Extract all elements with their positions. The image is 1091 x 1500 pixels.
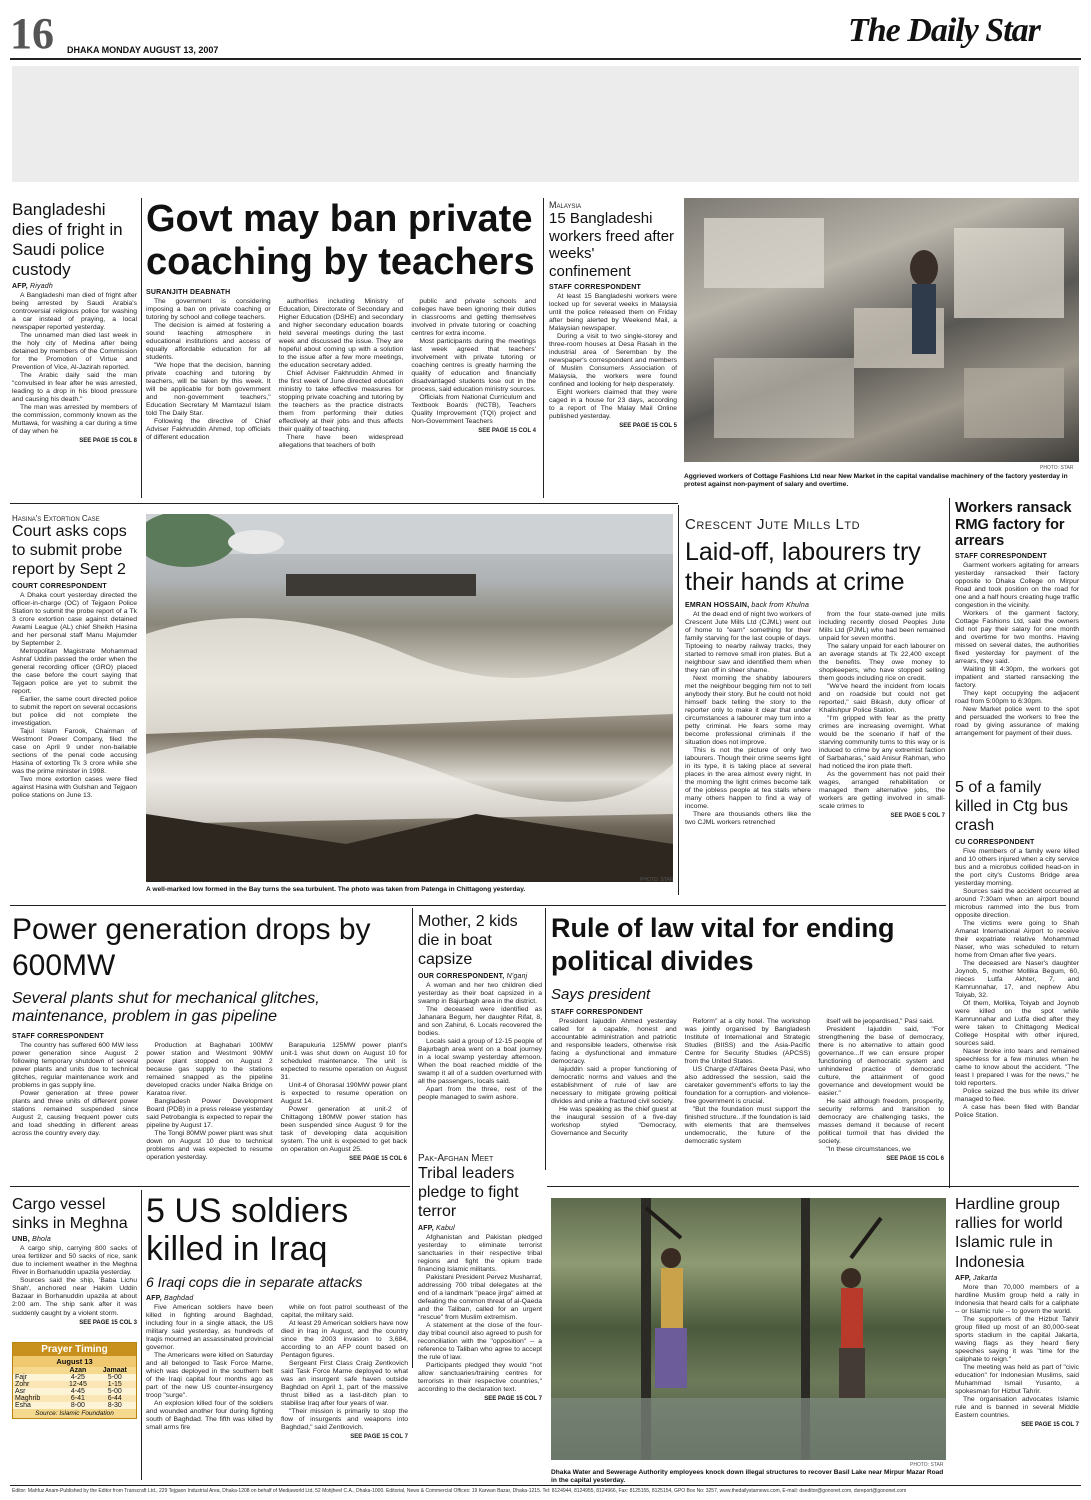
story-body: Garment workers agitating for arrears yesterday ransacked their factory opposite to Dhaka College on Mirpur Road and took position on the road for one and a half hours creating huge traffic congestion in the vicinity. Workers of the garment factory, Cottage Fashions Ltd, said the owners did not pay their salary for one month and overtime for two months. Having missed on several dates, the authorities fixed yesterday for payment of the arrears, they said. Waiting till 4:30pm, the workers got impatient and started ransacking the factory. They kept occupying the adjacent road from 5:00pm to 6:30pm. New Market police went to the spot and persuaded the workers to free the road by giving assurance of making arrangement for payment of their dues. — [955, 562, 1079, 738]
story-body: Afghanistan and Pakistan pledged yesterday to eliminate terrorist sanctuaries in their respective tribal regions and fight the opium trade financing Islamic militants. Pakistani President Pervez Musharraf, addressing 700 tribal delegates at the end of a landmark "peace jirga" aimed at defeating the common threat of al-Qaeda and the Taliban, called for an urgent "rescue" from Muslim extremism. A statement at the close of the four-day tribal council also agreed to push for reconciliation with the "opposition" -- a reference to Taliban who agree to accept the rule of law. Participants pledged they would "not allow sanctuaries/training centres for terrorists in their respective countries," according to the declaration text. — [418, 1233, 542, 1393]
jump-line[interactable]: SEE PAGE 15 COL 6 — [886, 1156, 945, 1163]
story-body: The country has suffered 600 MW less power generation since August 2 following temporary shutdown of several power plants and units due to technical glitches, regular maintenance work and problems in gas supply line. Power generation at three power plants and three units of different power stations remained suspended since August 2, causing frequent power cuts and load shedding in different areas across the country every day. Production at Baghabari 100MW power station and Westmont 90MW power plant stopped on August 2 because gas supply to the stations remained snapped as the pipeline developed cracks under Nalka Bridge on Karatoa river. Bangladesh Power Development Board (PDB) in a press release yesterday said Petrobangla is expected to repair the pipeline by August 17. The Tongi 80MW power plant was shut down on August 10 due to technical problems and was expected to resume operation yesterday. Barapukuria 125MW power plant's unit-1 was shut down on August 10 for scheduled maintenance. The unit is expected to resume operation on August 31. Unit-4 of Ghorasal 190MW power plant is expected to resume operation on August 14. Power generation at unit-2 of Chittagong 180MW power station has been suspended since August 9 for the task of developing data acquisition system. The unit is expected to get back on operation on August 25. SEE PAGE 15 COL 6 — [12, 1041, 407, 1162]
headline: Govt may ban private coaching by teachers — [146, 198, 535, 283]
imprint-line: Editor: Mahfuz Anam-Published by the Editor from Transcraft Ltd., 229 Tejgaon Industrial Area, Dhaka-1208 on behalf of Mediaworld Ltd, 52 Motijheel C.A., Dhaka-1000. Editorial, News & Commercial Offices: 19 Karwan Bazar, Dhaka-1215. Tel: 8124944, 8124955, 8124966, Fax: 8125155, 8125154, GPO Box No: 3257, www.thedailystarnews.com, E-mail: dseditor@gononet.com, dsreport@gononet.com — [12, 1488, 907, 1494]
headline: Cargo vessel sinks in Meghna — [12, 1196, 128, 1233]
byline: OUR CORRESPONDENT, N'ganj — [418, 972, 528, 980]
kicker: Pak-Afghan Meet — [418, 1153, 494, 1164]
story-body: A woman and her two children died yesterday as their boat capsized in a swamp in Bajurbagh area in the district. The deceased were identified as Jahanara Begum, her daughter Rifat, 8, and son Zahirul, 6. Locals recovered the bodies. Locals said a group of 12-15 people of Bajurbagh area went on a boat journey in a local swamp yesterday afternoon. When the boat reached middle of the swamp it all of a sudden overturned with all the passengers, locals said. Apart from the three, rest of the people managed to swim ashore. — [418, 981, 542, 1101]
table-row: Zohr 12-45 1-15 — [13, 1381, 136, 1388]
story-law — [551, 912, 944, 1163]
byline: EMRAN HOSSAIN, back from Khulna — [685, 602, 810, 609]
headline: Court asks cops to submit probe report by Sept 2 — [12, 523, 127, 578]
jump-line[interactable]: SEE PAGE 15 COL 7 — [1021, 1422, 1079, 1429]
jump-line[interactable]: SEE PAGE 15 COL 6 — [349, 1156, 407, 1162]
headline: Bangladeshi dies of fright in Saudi police custody — [12, 200, 123, 280]
headline: Hardline group rallies for world Islamic rule in Indonesia — [955, 1196, 1063, 1271]
table-row: Maghrib 6-41 6-44 — [13, 1395, 136, 1402]
headline: Tribal leaders pledge to fight terror — [418, 1165, 519, 1221]
story-body: A cargo ship, carrying 800 sacks of urea fertilizer and 50 sacks of rice, sank due to inclement weather in the Meghna River in Borhanuddin upazila yesterday. Sources said the ship, 'Baba Lichu Shah', anchored near Hakim Uddin Bazaar in Borhanuddin upazila at about 2:00 am. The ship sank after it was suddenly caught by a violent storm. — [12, 1245, 137, 1317]
story-boat — [418, 912, 542, 1102]
byline: AFP, Baghdad — [146, 1295, 194, 1303]
photo-credit: PHOTO: STAR — [1040, 465, 1074, 471]
subhead: Says president — [551, 985, 651, 1003]
story-coaching — [146, 198, 536, 450]
story-body: A Dhaka court yesterday directed the officer-in-charge (OC) of Tejgaon Police Station to submit the probe report of a Tk 3 crore extortion case against detained Awami League (AL) chief Sheikh Hasina and her personal staff Manu Majumder by September 2. Metropolitan Magistrate Mohammad Ashraf Uddin passed the order when the general recording officer (GRO) placed the case before the court saying that Tejgaon police are yet to submit the report. Earlier, the same court directed police to submit the report on several occasions but police did not complete the investigation. Tajul Islam Farook, Chairman of Westmont Power Company, filed the case on April 9 under non-bailable sections of the penal code accusing Hasina of extorting Tk 3 crore while she was the prime minister in 1998. Two more extortion cases were filed against Hasina with Gulshan and Tejgaon police stations on June 13. — [12, 591, 137, 800]
kicker: Malaysia — [549, 200, 582, 210]
photo-caption: Dhaka Water and Sewerage Authority employees knock down illegal structures to recover Basil Lake near Mirpur Mazar Road in the capital yesterday. — [551, 1469, 944, 1484]
byline: SURANJITH DEABNATH — [146, 289, 231, 297]
table-row: Asr 4-45 5-00 — [15, 1388, 122, 1395]
story-ctg — [955, 778, 1079, 1120]
byline: STAFF CORRESPONDENT — [955, 553, 1047, 561]
prayer-table — [13, 1367, 136, 1409]
story-body: President Iajuddin Ahmed yesterday called for a capable, honest and accountable administration and patriotic and responsible leaders, otherwise risk facing a dysfunctional and immature democracy. Iajuddin said a proper functioning of democratic norms and values and the establishment of rule of law are necessary to mitigate growing political divides and unite a fractured civil society. He was speaking as the chief guest at the inaugural session of a five-day workshop styled "Democracy, Governance and Security Reform" at a city hotel. The workshop was jointly organised by Bangladesh Institute of International and Strategic Studies (BIISS) and the Asia-Pacific Centre for Security Studies (APCSS) from the United States. US Charge d'Affaires Geeta Pasi, who also addressed the session, said the caretaker government's efforts to lay the foundation for a corruption- and violence-free government is crucial. "But the foundation must support the finished structure...If the foundation is laid with elements that are themselves undemocratic, the future of the democratic system itself will be jeopardised," Pasi said. President Iajuddin said, "For strengthening the base of democracy, there is no alternative to attain good governance...If we can ensure proper functioning of democratic system and unhindered practice of democratic culture, the attainment of good governance and development would be easier." He said although freedom, prosperity, security reforms and transition to democracy are challenging tasks, the masses demand it because of recent political turmoil that has divided the society. "In these circumstances, we SEE PAGE 15 COL 6 — [551, 1017, 945, 1163]
photo-caption: A well-marked low formed in the Bay turns the sea turbulent. The photo was taken from Patenga in Chittagong yesterday. — [146, 886, 526, 893]
byline: AFP, Jakarta — [955, 1274, 998, 1282]
table-header: Azan Jamaat — [13, 1367, 136, 1374]
masthead-rule — [10, 58, 1081, 60]
story-body: More than 70,000 members of a hardline Muslim group held a rally in Indonesia that heard calls for a caliphate -- or Islamic rule -- to govern the world. The supporters of the Hizbut Tahrir group filled up most of an 80,000-seat sports stadium in the capital Jakarta, waving flags as they heard fiery speeches saying it was "time for the caliphate to reign." The meeting was held as part of "civic education" for Indonesian Muslims, said Muhammad Ismail Yusanto, a spokesman for Hizbut Tahrir. The organisation advocates Islamic rule and is banned in several Middle Eastern countries. — [955, 1283, 1079, 1419]
byline: UNB, Bhola — [12, 1236, 51, 1244]
masthead-logo: The Daily Star — [848, 12, 1040, 49]
story-saudi — [12, 200, 137, 444]
photo-credit: PHOTO: STAR — [640, 877, 674, 883]
jump-line[interactable]: SEE PAGE 5 COL 7 — [890, 813, 945, 820]
story-body: The government is considering imposing a ban on private coaching or tutoring by school and college teachers. The decision is aimed at fostering a sound teaching atmosphere in educational institutions and access of equally affordable education for all students. "We hope that the decision, banning private coaching and tutoring by teachers, will be taken by this week. It will be applicable for both government and non-government teachers," Education Secretary M Mamtazul Islam told The Daily Star. Following the directive of Chief Adviser Fakhruddin Ahmed, top officials of different education authorities including Ministry of Education, Directorate of Secondary and Higher Education (DSHE) and secondary and higher secondary education boards held several meetings during the last week and discussed the issue. They are hopeful about coming up with a solution to the issue after a few more meetings, the education secretary added. Chief Adviser Fakhruddin Ahmed in the first week of June directed education ministry to take effective measures for stopping private coaching and tutoring by the teachers as the practice distracts them from performing their duties effectively at their jobs and thus affects their quality of teaching. There have been widespread allegations that teachers of both public and private schools and colleges have been ignoring their duties in classrooms and getting themselves involved in private tutoring or coaching centres for extra income. Most participants during the meetings last week agreed that teachers' involvement with private tutoring or coaching centres is greatly harming the quality of education and financially disadvantaged students lose out in the process, said education ministry sources. Officials from National Curriculum and Textbook Boards (NCTB), Teachers Quality Improvement (TQI) project and Non-Government Teachers SEE PAGE 15 COL 4 — [146, 298, 537, 450]
page-number: 16 — [10, 9, 54, 58]
byline: AFP, Kabul — [418, 1224, 455, 1232]
prayer-source: Source: Islamic Foundation — [13, 1409, 136, 1418]
story-body: At the dead end of night two workers of Crescent Jute Mills Ltd (CJML) went out of home to "earn" something for their family starving for the last couple of days. Tiptoeing to nearby railway tracks, they started to remove small iron plates. But a neighbour saw and identified them when they ran off in sheer shame. Next morning the shabby labourers met the neighbour begging him not to tell anybody their story. But he could not hold himself back telling the story to the reporter only to make it clear that under circumstances a labourer may turn into a petty criminal. He fears some may become professional criminals if the situation does not improve. This is not the picture of only two labourers. Though their crime seems light in its type, it is taking place at several places in the area almost every night. In the morning the light crimes become talk of the jobless people at tea stalls where many others happen to find a way of income. There are thousands others like the two CJML workers retrenched from the four state-owned jute mills including recently closed Peoples Jute Mills Ltd (PJML) who had been remained unpaid for seven months. The salary unpaid for each labourer on an average stands at Tk 22,400 except the benefits. They owe money to shopkeepers, who have stopped selling them goods including rice on credit. "We've heard the incident from locals and on roadside but could not get reported," said Bikash, duty officer of Khalishpur Police Station. "I'm gripped with fear as the pretty crimes are increasing overnight. What would be the scenario if half of the starving community turns to this way or is induced to crime by any extremist faction of Sarbaharas," said Anisur Rahman, who had noticed the iron plate theft. As the government has not paid their wages, arranged rehabilitation or managed them alternative jobs, the workers are getting involved in small-scale crimes to SEE PAGE 5 COL 7 — [685, 611, 945, 827]
jump-line[interactable]: SEE PAGE 15 COL 3 — [79, 1319, 137, 1326]
story-rmg — [955, 500, 1079, 738]
story-body: Five American soldiers have been killed in fighting around Baghdad, including four in a single attack, the US military said yesterday, as hundreds of Iraqis mourned an assassinated provincial governor. The Americans were killed on Saturday and all belonged to Task Force Marne, which was deployed in the southern belt of the Iraqi capital four months ago as part of the new US counter-insurgency troop "surge". An explosion killed four of the soldiers and wounded another four during fighting south of Baghdad. The fifth was killed by small arms fire while on foot patrol southeast of the capital, the military said. At least 29 American soldiers have now died in Iraq in August, and the country since the 2003 invasion to 3,684, according to an AFP count based on Pentagon figures. Sergeant First Class Craig Zentkovich said Task Force Marne deployed to what was an insurgent safe haven outside Baghdad on April 1, part of the massive thrust billed as a last-ditch plan to stabilise Iraq after four years of war. "Their mission is primarily to stop the flow of insurgents and weapons into Baghdad," said Zentkovich. SEE PAGE 15 COL 7 — [146, 1304, 408, 1441]
headline: 15 Bangladeshi workers freed after weeks' confinement — [549, 210, 675, 281]
advertisement-space — [12, 66, 1079, 182]
headline: Workers ransack RMG factory for arrears — [955, 500, 1072, 550]
byline: STAFF CORRESPONDENT — [551, 1008, 643, 1016]
story-power — [12, 912, 407, 1163]
byline: CU CORRESPONDENT — [955, 838, 1035, 846]
story-iraq — [146, 1192, 408, 1441]
headline: Rule of law vital for ending political divides — [551, 913, 895, 976]
story-body: Five members of a family were killed and 10 others injured when a city service bus and a microbus collided head-on in the port city's Customs Bridge area yesterday morning. Sources said the accident occurred at around 7:30am when an airport bound microbus rammed into the bus from opposite direction. The victims were going to Shah Amanat International Airport to receive their expatriate relative Mohammad Naser, who was scheduled to return home from Oman after five years. The deceased are Naser's daughter Joynob, 5, mother Mollika Begum, 60, nieces Lutfa Akhter, 7, and Kamrunnahar, 17, and nephew Abu Toiyab, 32. Of them, Mollika, Toiyab and Joynob were killed on the spot while Kamrunnahar and Lutfa died after they were taken to Chittagong Medical College Hospital with other injured, sources said. Naser broke into tears and remained speechless for a few minutes when he came to know about the accident. "The least I prepared I was for the news," he told reporters. Police seized the bus while its driver managed to flee. A case has been filed with Bandar Police Station. — [955, 847, 1079, 1120]
prayer-timing-box — [12, 1342, 137, 1419]
story-jute — [685, 516, 945, 827]
factory-photo — [684, 198, 1079, 462]
story-malaysia — [549, 200, 677, 429]
prayer-title: Prayer Timing — [13, 1343, 136, 1356]
story-afpak — [418, 1153, 542, 1402]
story-cargo — [12, 1195, 137, 1326]
jump-line[interactable]: SEE PAGE 15 COL 4 — [478, 428, 537, 435]
jump-line[interactable]: SEE PAGE 15 COL 8 — [79, 438, 137, 445]
headline: Laid-off, labourers try their hands at crime — [685, 538, 921, 596]
table-row: Esha 8-00 8-30 — [15, 1402, 122, 1409]
headline: Mother, 2 kids die in boat capsize — [418, 913, 518, 969]
jump-line[interactable]: SEE PAGE 15 COL 5 — [619, 423, 677, 429]
subhead: 6 Iraqi cops die in separate attacks — [146, 1274, 363, 1291]
prayer-date: August 13 — [13, 1356, 136, 1367]
headline: 5 of a family killed in Ctg bus crash — [955, 779, 1068, 835]
photo-caption: Aggrieved workers of Cottage Fashions Ltd near New Market in the capital vandalise machinery of the factory yesterday in protest against non-payment of salary and overtime. — [684, 473, 1068, 488]
story-body: A Bangladeshi man died of fright after being arrested by Saudi Arabia's controversial religious police for washing a car instead of praying, a local newspaper reported yesterday. The unnamed man died last week in the holy city of Medina after being detained by members of the Commission for the Promotion of Virtue and Prevention of Vice, Al-Jazirah reported. The Arabic daily said the man "convulsed in fear after he was arrested, leading to a drop in his blood pressure and causing his death." The man was arrested by members of the commission, commonly known as the Muttawa, for washing a car during a time of day when he — [12, 292, 137, 436]
subhead: Several plants shut for mechanical glitches, maintenance, problem in gas pipeline — [12, 990, 320, 1026]
byline: STAFF CORRESPONDENT — [12, 1032, 104, 1040]
story-body: At least 15 Bangladeshi workers were locked up for several weeks in Malaysia until the police released them on Friday after being alerted by Weekend Mail, a Malaysian newspaper. During a visit to two single-storey and three-room houses at Desa Rasah in the industrial area of Seremban by the newspaper's correspondent and members of Muslim Consumers Association of Malaysia, the workers were found confined and looking for help desperately. Eight workers claimed that they were caged in a house for 23 days, according to a report of The Malay Mail Online published yesterday. — [549, 292, 677, 420]
story-indonesia — [955, 1195, 1079, 1428]
sea-photo — [146, 514, 673, 882]
lake-photo — [551, 1198, 946, 1460]
dateline: DHAKA MONDAY AUGUST 13, 2007 — [67, 45, 219, 55]
byline: COURT CORRESPONDENT — [12, 582, 107, 590]
story-hasina — [12, 515, 137, 800]
kicker: Crescent Jute Mills Ltd — [685, 516, 861, 533]
byline: STAFF CORRESPONDENT — [549, 283, 641, 291]
byline: AFP, Riyadh — [12, 283, 53, 291]
headline: Power generation drops by 600MW — [12, 913, 371, 982]
table-row: Fajr 4-25 5-00 — [15, 1374, 122, 1381]
kicker: Hasina's Extortion Case — [12, 514, 100, 523]
photo-credit: PHOTO: STAR — [910, 1462, 944, 1468]
jump-line[interactable]: SEE PAGE 15 COL 7 — [484, 1395, 542, 1402]
headline: 5 US soldiers killed in Iraq — [146, 1192, 349, 1269]
jump-line[interactable]: SEE PAGE 15 COL 7 — [350, 1434, 408, 1441]
